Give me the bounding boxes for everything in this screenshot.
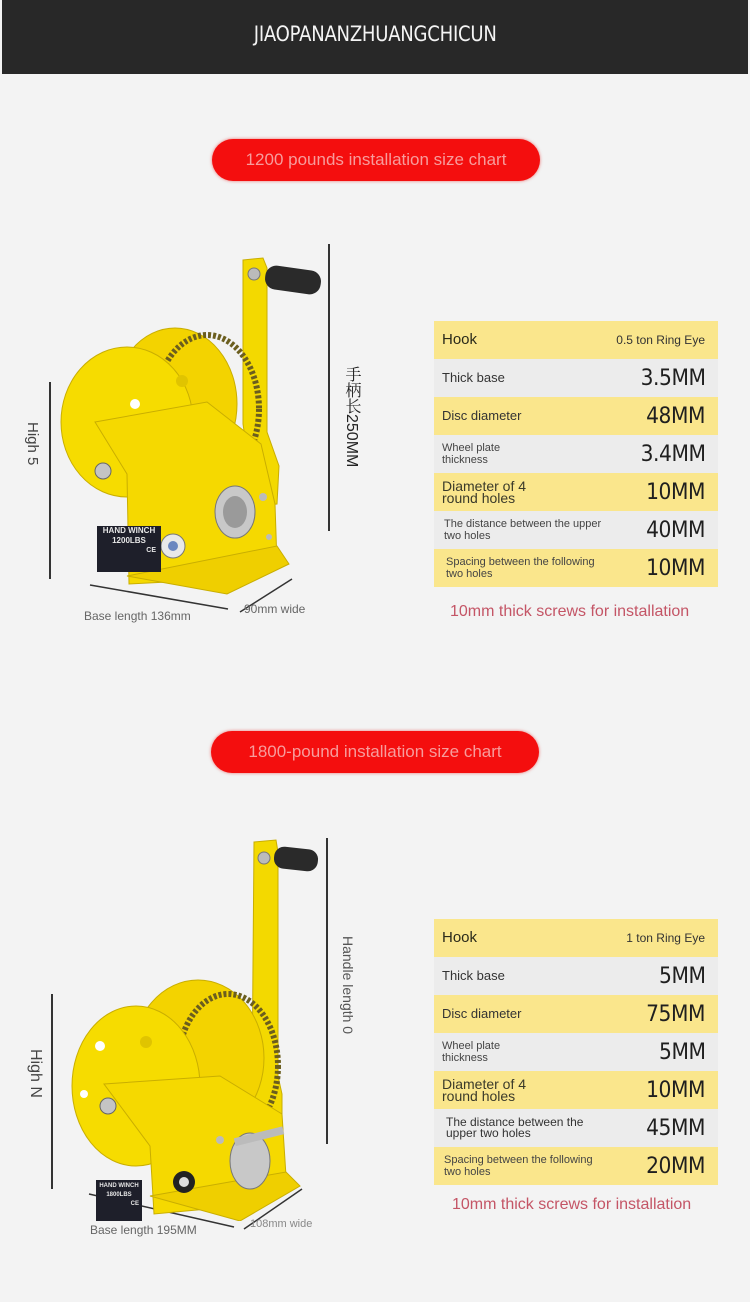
spec-label: Hook xyxy=(442,331,478,348)
spec-label: Disc diameter xyxy=(442,408,522,423)
spec-value: 0.5 ton Ring Eye xyxy=(616,333,705,347)
height-label: High N xyxy=(27,1049,44,1098)
page-title: JIAOPANANZHUANGCHICUN xyxy=(253,22,497,46)
handle-length-label: Handle length 0 xyxy=(340,936,356,1035)
section-title-label: 1200 pounds installation size chart xyxy=(245,150,507,169)
spec-value: 10MM xyxy=(646,1077,705,1103)
nameplate-title: HAND WINCH xyxy=(102,526,156,535)
spec-value: 75MM xyxy=(646,1001,705,1027)
spec-value: 3.5MM xyxy=(640,365,705,391)
spec-value: 40MM xyxy=(646,517,705,543)
spec-row-thick-base xyxy=(434,957,718,995)
spec-row-upper-hole-distance xyxy=(434,1109,718,1147)
installation-note-1200: 10mm thick screws for installation xyxy=(450,603,690,620)
spec-value: 1 ton Ring Eye xyxy=(626,931,705,945)
winch-nameplate-1200 xyxy=(98,526,160,556)
spec-label: Wheel plate thickness xyxy=(442,1040,501,1064)
section-title-1800 xyxy=(211,731,539,773)
spec-label: Thick base xyxy=(442,968,505,983)
spec-value: 5MM xyxy=(658,1039,705,1065)
page-body xyxy=(2,74,748,1302)
width-label: 90mm wide xyxy=(244,602,306,616)
spec-value: 48MM xyxy=(646,403,705,429)
nameplate-title: HAND WINCH xyxy=(99,1183,139,1189)
spec-row-thick-base xyxy=(434,359,718,397)
spec-row-hole-diameter xyxy=(434,1071,718,1109)
section-title-label: 1800-pound installation size chart xyxy=(248,742,502,761)
spec-row-lower-hole-spacing xyxy=(434,1147,718,1185)
spec-label: Thick base xyxy=(442,370,505,385)
base-length-label: Base length 136mm xyxy=(84,609,191,623)
height-label: High 5 xyxy=(24,422,41,466)
spec-label: The distance between the upper two holes xyxy=(444,518,602,542)
spec-table-1800 xyxy=(434,919,718,1185)
spec-label: The distance between the upper two holes xyxy=(446,1115,584,1140)
spec-label: Spacing between the following two holes xyxy=(444,1154,593,1178)
width-label: 108mm wide xyxy=(250,1218,313,1230)
spec-value: 10MM xyxy=(646,555,705,581)
spec-table-1200 xyxy=(434,321,718,587)
handle-dimension-line xyxy=(328,244,330,531)
spec-value: 10MM xyxy=(646,479,705,505)
spec-label: Disc diameter xyxy=(442,1006,522,1021)
spec-row-hook xyxy=(434,321,718,359)
spec-value: 45MM xyxy=(646,1115,705,1141)
ce-mark: CE xyxy=(130,1201,139,1207)
handle-length-label: 手柄长250MM xyxy=(343,366,360,468)
spec-label: Hook xyxy=(442,929,478,946)
spec-label: Spacing between the following two holes xyxy=(446,556,595,580)
installation-note-1800: 10mm thick screws for installation xyxy=(452,1196,692,1213)
spec-value: 3.4MM xyxy=(640,441,705,467)
hand-winch-1800-image xyxy=(60,836,330,1221)
section-title-1200 xyxy=(212,139,540,181)
height-dimension-line xyxy=(51,994,53,1189)
spec-row-lower-hole-spacing xyxy=(434,549,718,587)
header-bar xyxy=(2,0,748,74)
spec-row-hook xyxy=(434,919,718,957)
nameplate-capacity: 1200LBS xyxy=(112,536,146,545)
spec-value: 20MM xyxy=(646,1153,705,1179)
ce-mark: CE xyxy=(146,547,156,554)
spec-label: Diameter of 4 round holes xyxy=(442,478,527,506)
spec-label: Wheel plate thickness xyxy=(442,442,501,466)
spec-row-wheel-plate-thickness xyxy=(434,435,718,473)
nameplate-capacity: 1800LBS xyxy=(106,1192,132,1198)
winch-nameplate-1800 xyxy=(96,1182,142,1209)
spec-row-disc-diameter xyxy=(434,397,718,435)
spec-label: Diameter of 4 round holes xyxy=(442,1076,527,1104)
spec-row-disc-diameter xyxy=(434,995,718,1033)
height-dimension-line xyxy=(49,382,51,579)
spec-row-hole-diameter xyxy=(434,473,718,511)
spec-value: 5MM xyxy=(658,963,705,989)
base-length-label: Base length 195MM xyxy=(90,1223,197,1237)
spec-row-wheel-plate-thickness xyxy=(434,1033,718,1071)
spec-row-upper-hole-distance xyxy=(434,511,718,549)
